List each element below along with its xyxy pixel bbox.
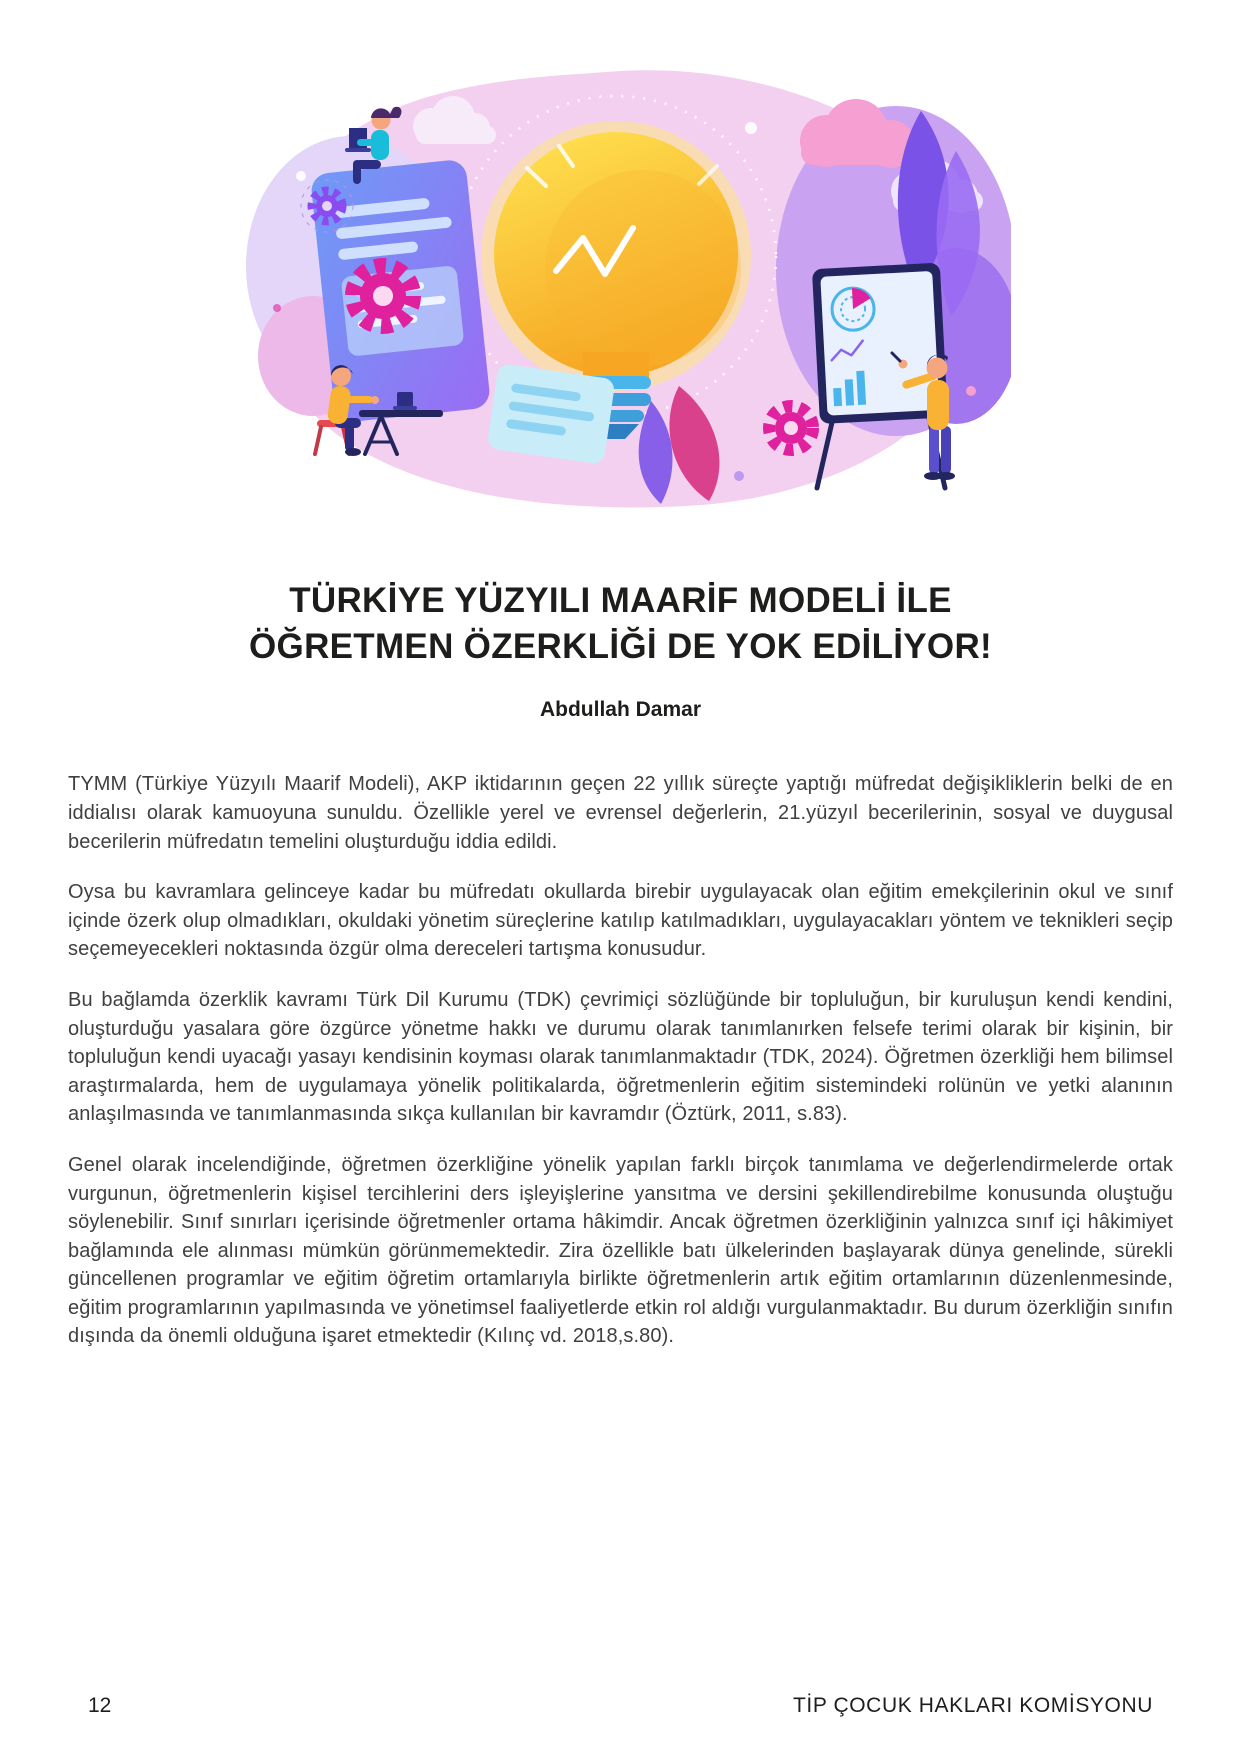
header-illustration: [231, 56, 1011, 516]
note-card-graphic: [486, 363, 615, 465]
footer-page-number: 12: [88, 1694, 112, 1717]
article-body: [68, 770, 1173, 1351]
gear-icon-small: [312, 191, 342, 221]
education-ideas-illustration: [231, 56, 1011, 516]
article-paragraph-1: TYMM (Türkiye Yüzyılı Maarif Modeli), AKP iktidarının geçen 22 yıllık süreçte yaptığı müfredat değişikliklerin belki de en iddialısı olarak kamuoyuna sunuldu. Özellikle yerel ve evrensel değerlerin, 21.yüzyıl becerilerinin, sosyal ve duygusal becerilerin müfredatın temelini oluşturduğu iddia edildi.: [68, 773, 1173, 853]
article-paragraph-2: Oysa bu kavramlara gelinceye kadar bu müfredatı okullarda birebir uygulayacak olan eğitim emekçilerinin okul ve sınıf içinde özerk olup olmadıkları, okuldaki yönetim süreçlerine katılıp katılmadıkları, uygulayacakları yöntem ve teknikleri seçip seçemeyecekleri noktasında özgür olma dereceleri tartışma konusudur.: [68, 881, 1173, 961]
gear-icon-bottom: [769, 406, 813, 450]
article-author: Abdullah Damar: [539, 698, 702, 722]
article-title: [70, 578, 1171, 670]
article-paragraph-4: Genel olarak incelendiğinde, öğretmen özerkliğine yönelik yapılan farklı birçok tanımlama ve değerlendirmelerde ortak vurgunun, öğretmenlerin kişisel tercihlerini ders işleyişlerine yansıtma ve dersini şekillendirebilme konusunda oluştuğu söylenebilir. Sınıf sınırları içerisinde öğretmenler ortama hâkimdir. Ancak öğretmen özerkliğinin yalnızca sınıf içi hâkimiyet bağlamında ele alınması mümkün görünmemektedir. Zira özellikle batı ülkelerinden başlayarak dünya genelinde, sürekli güncellenen programlar ve eğitim öğretim ortamlarıyla birlikte öğretmenlerin artık eğitim ortamlarının düzenlenmesinde, eğitim programlarının yapılmasında ve yönetimsel faaliyetlerde etkin rol aldığı vurgulanmaktadır. Bu durum özerkliğin sınıfın dışında da önemli olduğuna işaret etmektedir (Kılınç vd. 2018,s.80).: [68, 1153, 1173, 1348]
footer-organization: TİP ÇOCUK HAKLARI KOMİSYONU: [792, 1694, 1153, 1717]
page-footer: [88, 1694, 1153, 1718]
article-paragraph-3: Bu bağlamda özerklik kavramı Türk Dil Kurumu (TDK) çevrimiçi sözlüğünde bir topluluğun, bir kuruluşun kendi kendini, oluşturduğu yasalara göre özgürce yönetme hakkı ve durumu olarak tanımlanırken felsefe terimi olarak bir kişinin, bir topluluğun kendi uyacağı yasayı kendisinin koyması olarak tanımlanmaktadır (TDK, 2024). Öğretmen özerkliği hem bilimsel araştırmalarda, hem de uygulamaya yönelik politikalarda, öğretmenlerin eğitim sistemindeki rolünün ve yetki alanının anlaşılmasında ve tanımlanmasında sıkça kullanılan bir kavramdır (Öztürk, 2011, s.83).: [68, 988, 1173, 1126]
article-title-line2: ÖĞRETMEN ÖZERKLİĞİ DE YOK EDİLİYOR!: [249, 627, 992, 667]
article-title-line1: TÜRKİYE YÜZYILI MAARİF MODELİ İLE: [289, 581, 952, 620]
